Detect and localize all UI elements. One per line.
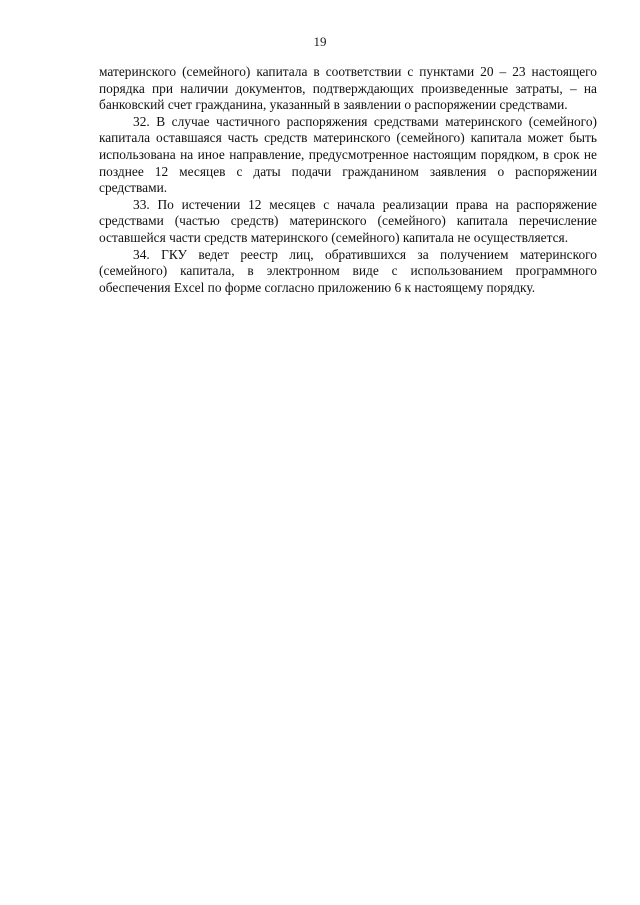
paragraph-item-34: 34. ГКУ ведет реестр лиц, обратившихся за получением материнского (семейного) капитала, в электронном виде с использованием программного обеспечения Excel по форме согласно приложению 6 к настоящему порядку.: [99, 246, 597, 295]
paragraph-continuation: материнского (семейного) капитала в соответствии с пунктами 20 – 23 настоящего порядка при наличии документов, подтверждающих произведенные затраты, – на банковский счет гражданина, указанный в заявлении о распоряжении средствами.: [99, 64, 597, 113]
page-number: 19: [313, 34, 327, 49]
paragraph-item-32: 32. В случае частичного распоряжения средствами материнского (семейного) капитала оставшаяся часть средств материнского (семейного) капитала может быть использована на иное направление, предусмотренное настоящим порядком, в срок не позднее 12 месяцев с даты подачи гражданином заявления о распоряжении средствами.: [99, 113, 597, 196]
paragraph-item-33: 33. По истечении 12 месяцев с начала реализации права на распоряжение средствами (частью средств) материнского (семейного) капитала перечисление оставшейся части средств материнского (семейного) капитала не осуществляется.: [99, 196, 597, 245]
document-body: [99, 64, 597, 296]
